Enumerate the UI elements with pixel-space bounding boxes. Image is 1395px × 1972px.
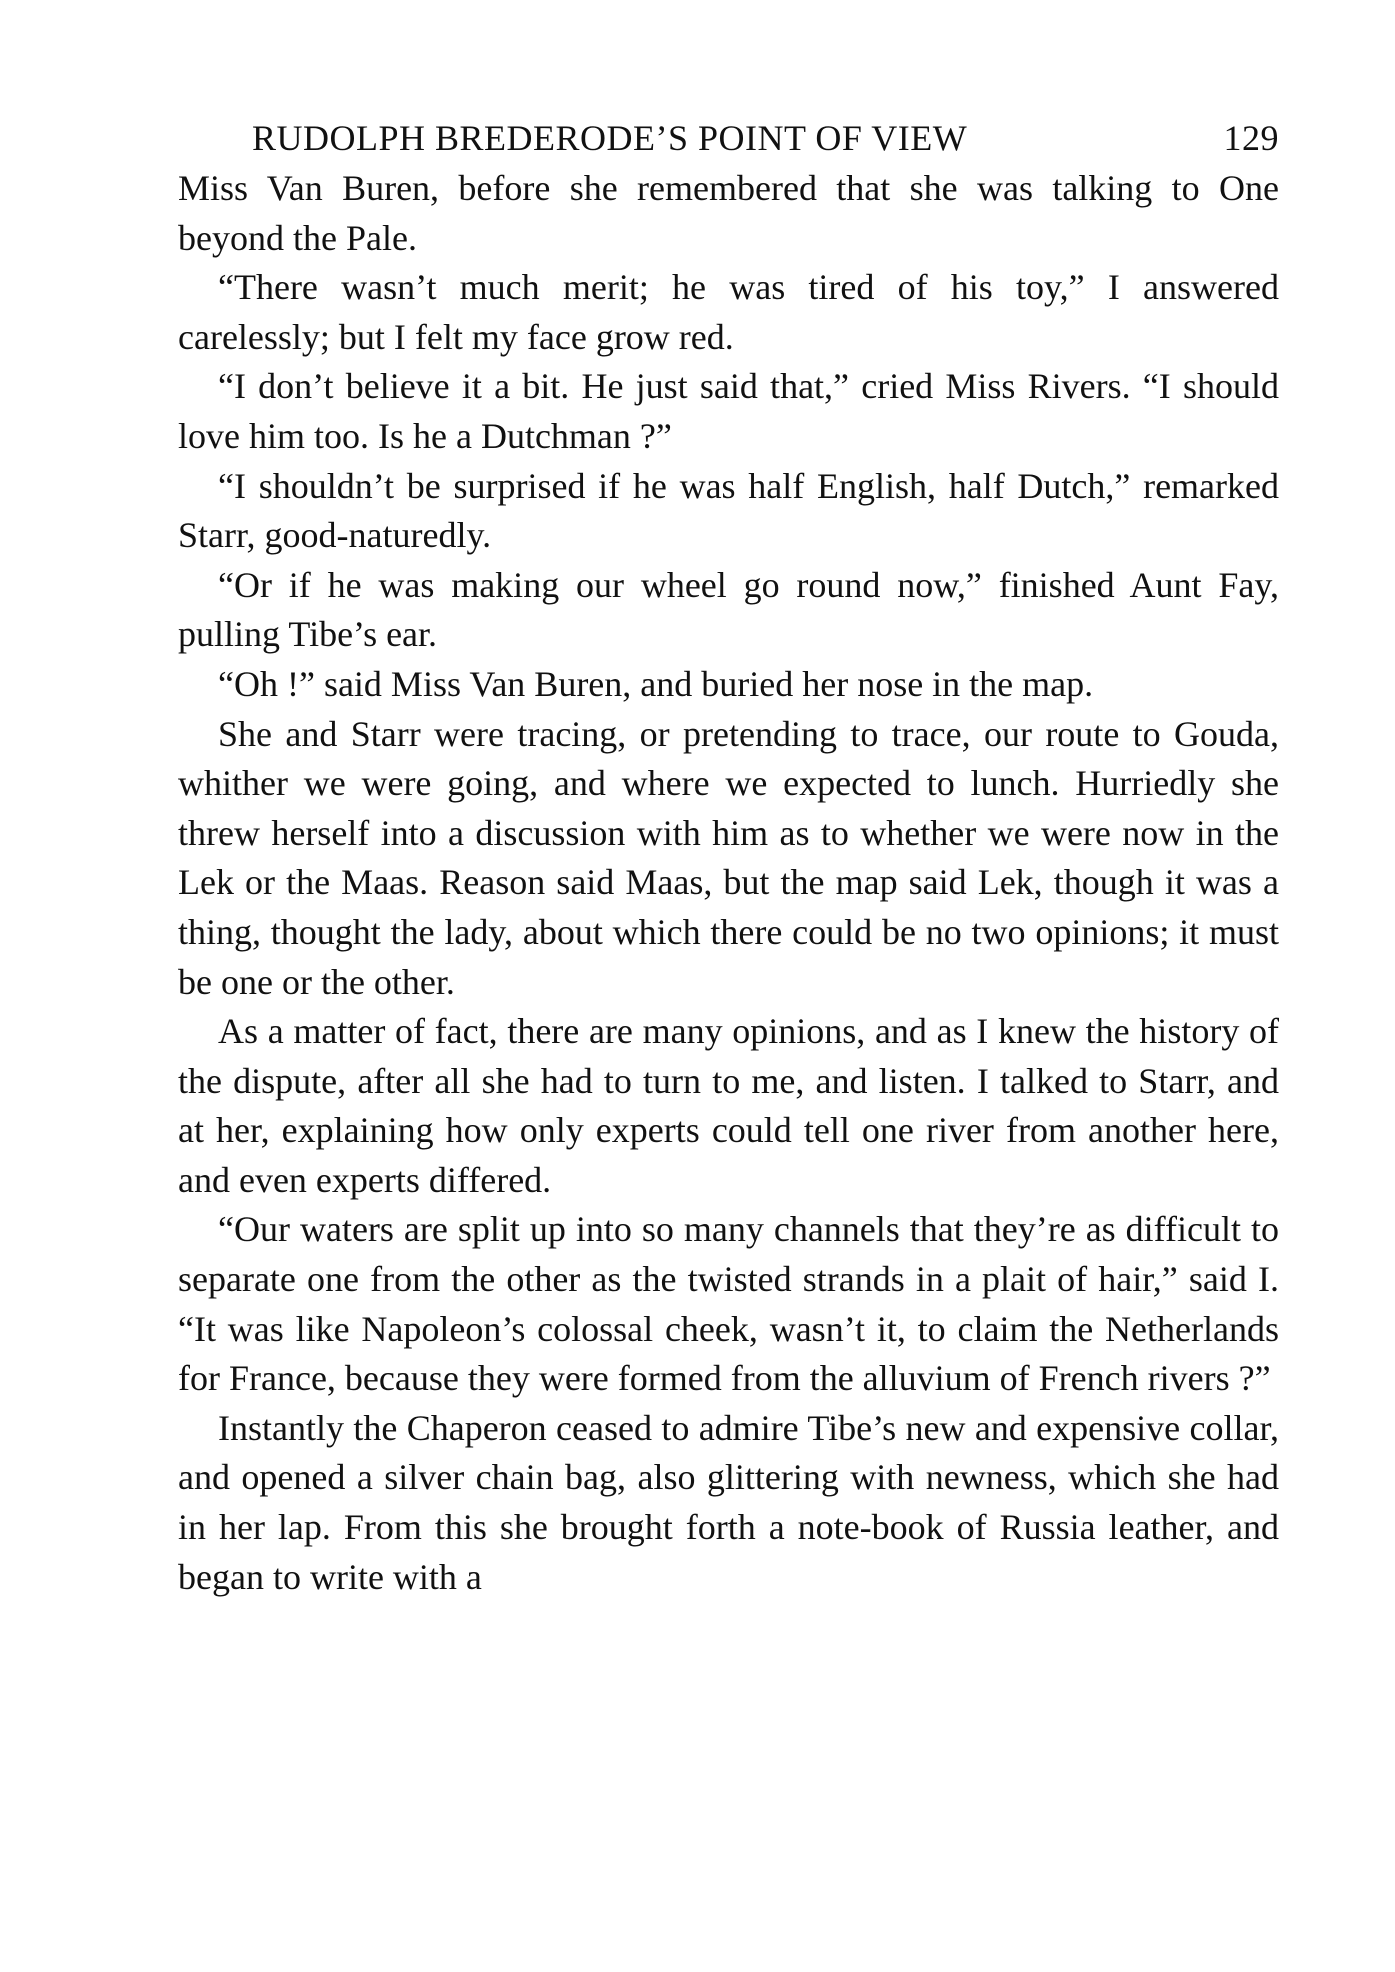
paragraph: “I don’t believe it a bit. He just said that,” cried Miss Rivers. “I should love him too. Is he a Dutchman ?” [178,366,1279,456]
page-number: 129 [1223,118,1279,158]
paragraph: Instantly the Chaperon ceased to admire Tibe’s new and expensive collar, and opened a silver chain bag, also glittering with newness, which she had in her lap. From this she brought forth a note-book of Russia leather, and began to write with a [178,1407,1279,1597]
paragraph: Miss Van Buren, before she remembered that she was talking to One beyond the Pale. [178,168,1279,258]
paragraph: “Our waters are split up into so many channels that they’re as difficult to separate one from the other as the twisted strands in a plait of hair,” said I. “It was like Napoleon’s colossal cheek, wasn’t it, to claim the Netherlands for France, because they were formed from the alluvium of French rivers ?” [178,1209,1279,1399]
body-text [178,164,1279,1602]
running-head-title: RUDOLPH BREDERODE’S POINT OF VIEW [252,118,968,158]
paragraph: “There wasn’t much merit; he was tired of his toy,” I answered carelessly; but I felt my face grow red. [178,267,1279,357]
paragraph: “Or if he was making our wheel go round now,” finished Aunt Fay, pulling Tibe’s ear. [178,564,1279,655]
paragraph: As a matter of fact, there are many opinions, and as I knew the history of the dispute, after all she had to turn to me, and listen. I talked to Starr, and at her, explaining how only experts could tell one river from another here, and even experts differed. [178,1011,1279,1200]
paragraph: She and Starr were tracing, or pretending to trace, our route to Gouda, whither we were going, and where we expected to lunch. Hurriedly she threw herself into a discussion with him as to whether we were now in the Lek or the Maas. Reason said Maas, but the map said Lek, though it was a thing, thought the lady, about which there could be no two opinions; it must be one or the other. [178,713,1279,1002]
paragraph: “Oh !” said Miss Van Buren, and buried her nose in the map. [218,663,1094,704]
running-head [178,112,1279,164]
paragraph: “I shouldn’t be surprised if he was half English, half Dutch,” remarked Starr, good-naturedly. [178,465,1279,556]
book-page [178,112,1279,1602]
